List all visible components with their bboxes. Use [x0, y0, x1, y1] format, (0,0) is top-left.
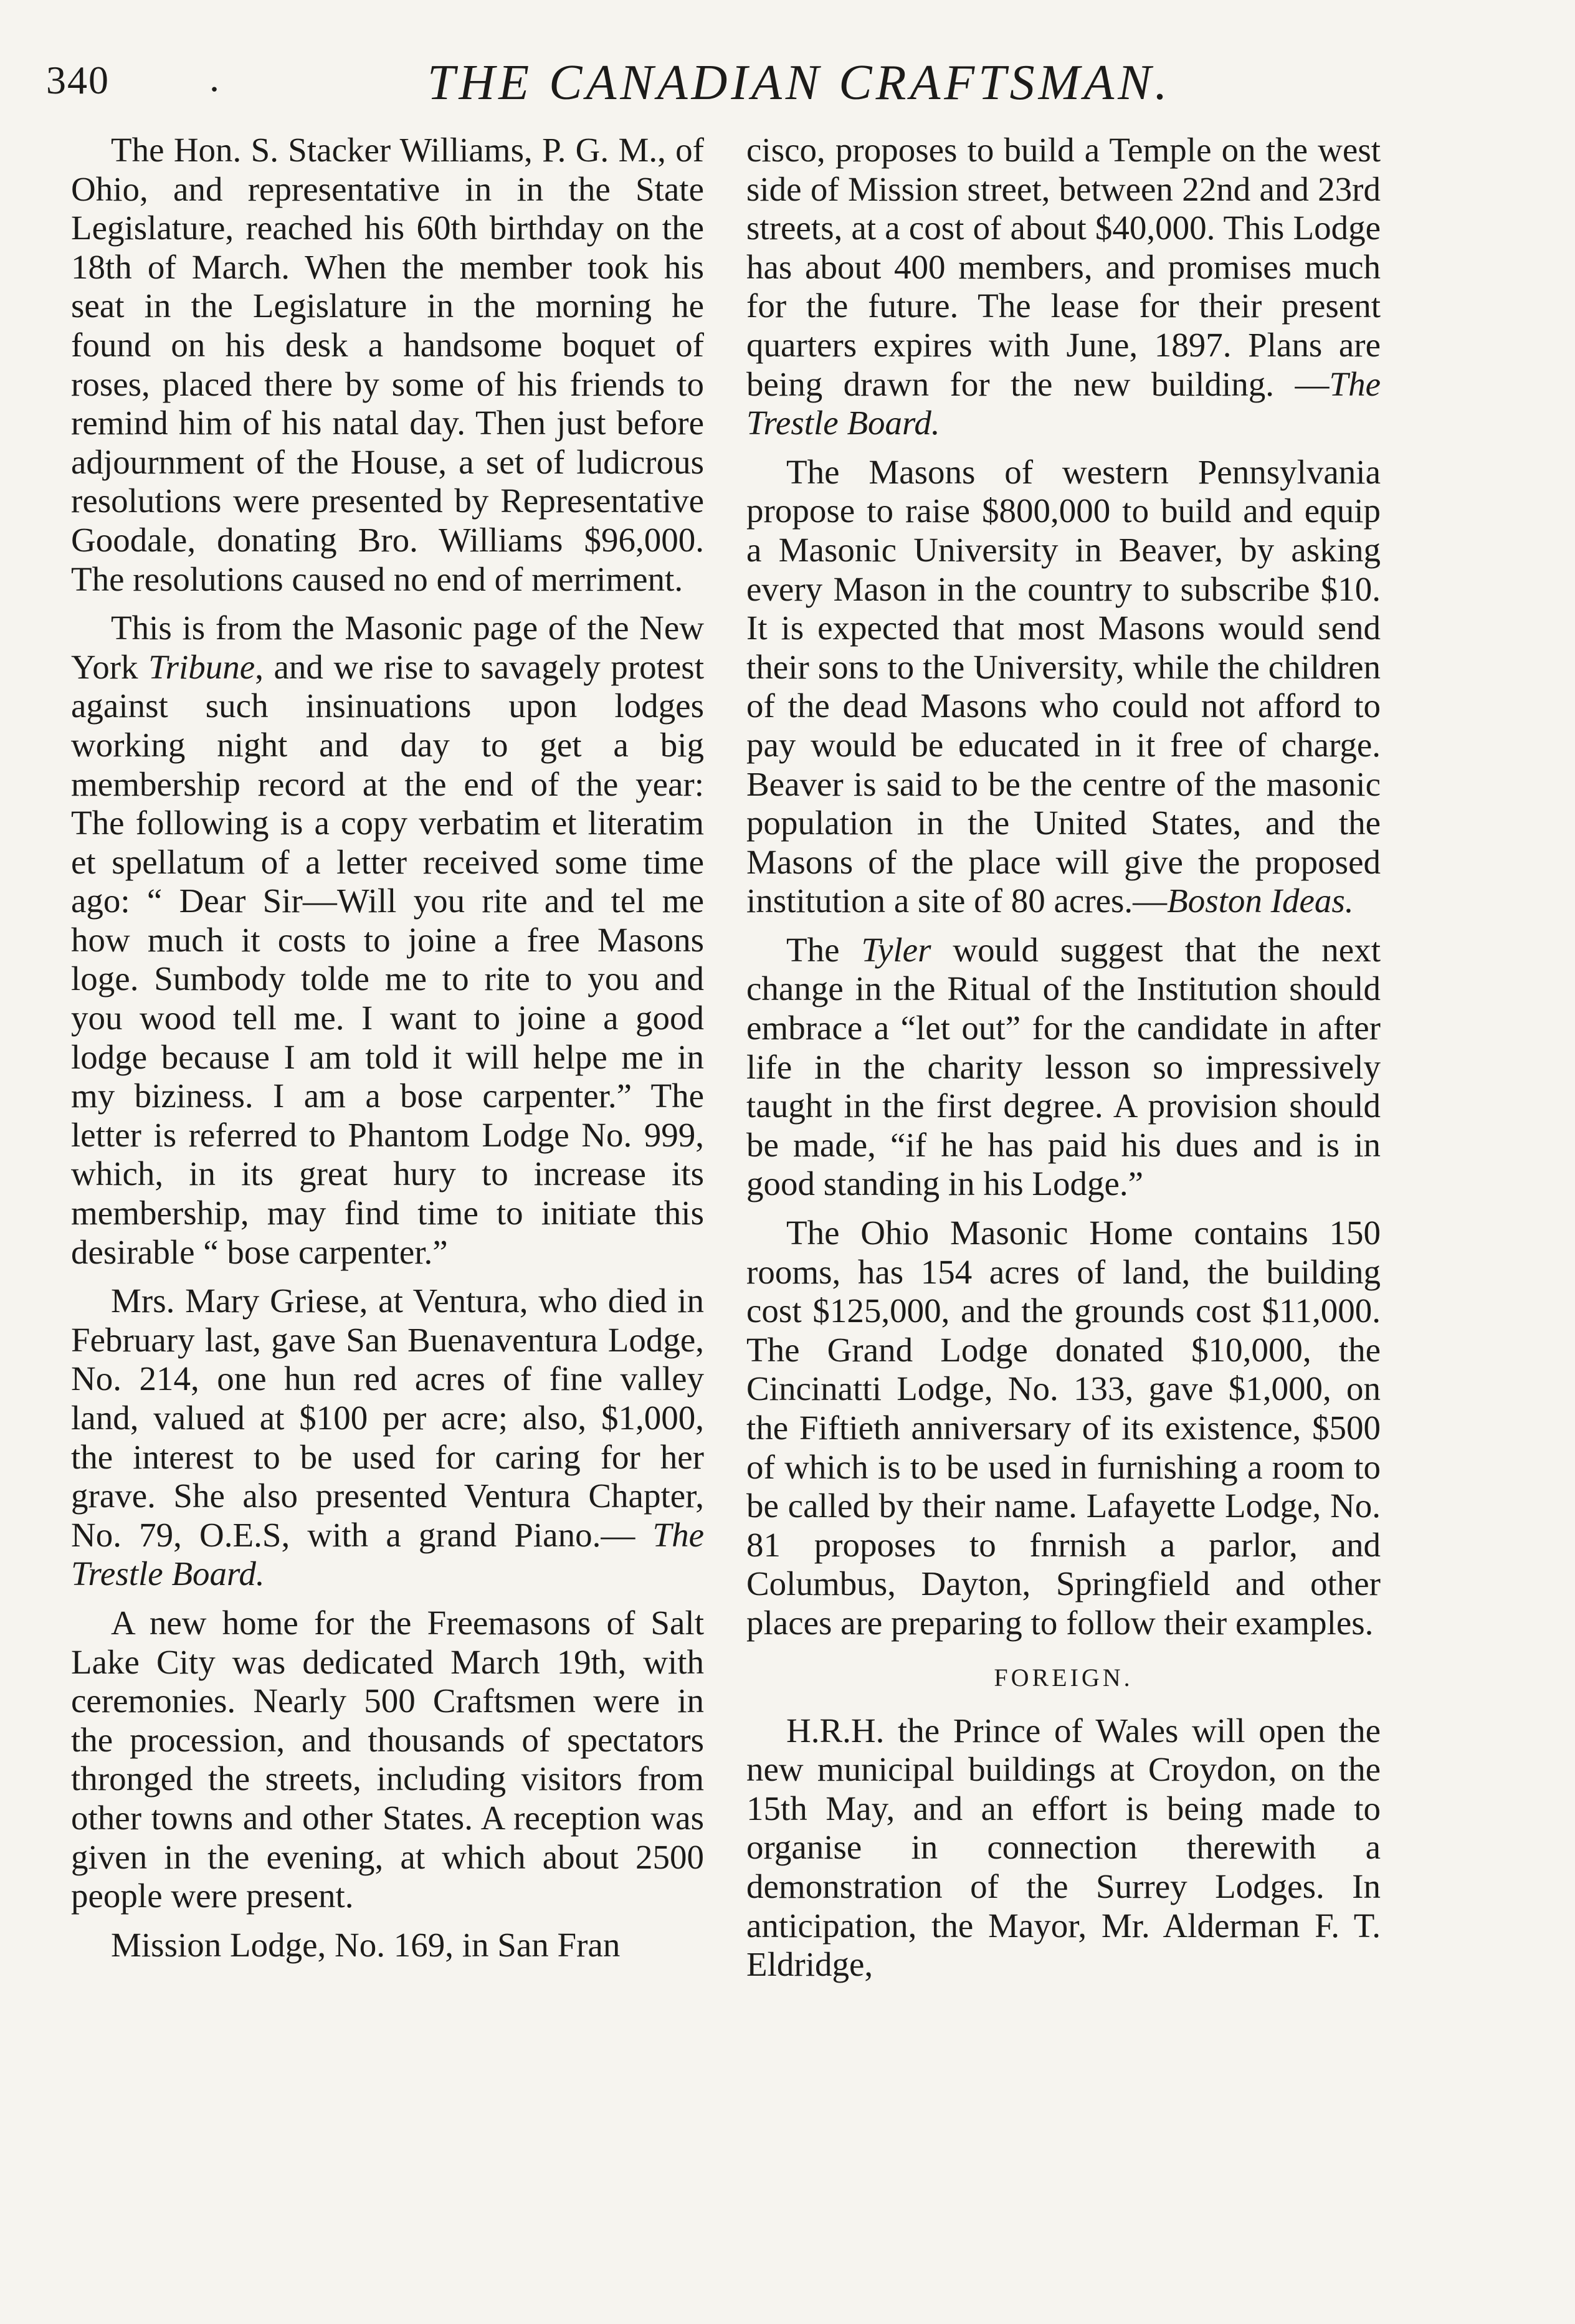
paragraph-pennsylvania-university [746, 453, 1381, 921]
text-run: The Masons of western Pennsylvania propose to raise $800,000 to build and equip a Masonic University in Beaver, by asking every Mason in the country to subscribe $10. It is expected that most Masons would send their sons to the University, while the children of the dead Masons who could not afford to pay would be educated in it free of charge. Beaver is said to be the centre of the masonic population in the United States, and the Masons of the place will give the proposed institution a site of 80 acres.— [746, 452, 1381, 920]
italic-run: The Trestle Board. [71, 1515, 704, 1593]
italic-run: Tyler [861, 930, 931, 969]
text-run: cisco, proposes to build a Temple on the west side of Mission street, between 22nd and 23rd streets, at a cost of about $40,000. This Lodge has about 400 members, and promises much for the future. The lease for their present quarters expires with June, 1897. Plans are being drawn for the new building. — [746, 131, 1381, 403]
header-separator: . [209, 55, 219, 100]
text-run: , and we rise to savagely protest against such insinuations upon lodges working night and day to get a big membership record at the end of the year: The following is a copy verbatim et literatim et spellatum of a letter received some time ago: “ Dear Sir—Will you rite and tel me how much it costs to joine a free Masons loge. Sumbody tolde me to rite to you and you wood tell me. I want to joine a good lodge because I am told it will helpe me in my biziness. I am a bose carpenter.” The letter is referred to Phantom Lodge No. 999, which, in its great hury to increase its membership, may find time to initiate this desirable “ bose carpenter.” [71, 647, 704, 1271]
page-header [46, 55, 1479, 123]
page-number: 340 [46, 58, 110, 102]
paragraph-williams-birthday: The Hon. S. Stacker Williams, P. G. M., of Ohio, and representative in in the State Legislature, reached his 60th birthday on the 18th of March. When the member took his seat in the Legislature in the morning he found on his desk a handsome boquet of roses, placed there by some of his friends to remind him of his natal day. Then just before adjournment of the House, a set of ludicrous resolutions were presented by Representative Goodale, donating Bro. Williams $96,000. The resolutions caused no end of merriment. [71, 131, 704, 598]
paragraph-griese-bequest [71, 1282, 704, 1594]
italic-run: Boston Ideas. [1167, 882, 1354, 920]
text-run: This is from the Masonic page of the New York [71, 609, 704, 686]
text-run: The [786, 930, 862, 969]
paragraph-mission-lodge-cont [746, 131, 1381, 443]
left-column [71, 131, 704, 1974]
paragraph-tyler-suggestion [746, 931, 1381, 1204]
text-run: would suggest that the next change in the Ritual of the Institution should embrace a “let out” for the candidate in after life in the charity lesson so impressively taught in the first degree. A provision should be made, “if he has paid his dues and is in good standing in his Lodge.” [746, 930, 1381, 1203]
paragraph-salt-lake-home: A new home for the Freemasons of Salt Lake City was dedicated March 19th, with ceremonies. Nearly 500 Craftsmen were in the procession, and thousands of spectators thronged the streets, including visitors from other towns and other States. A reception was given in the evening, at which about 2500 people were present. [71, 1603, 704, 1915]
paragraph-prince-of-wales: H.R.H. the Prince of Wales will open the new municipal buildings at Croydon, on the 15th May, and an effort is being made to organise in connection therewith a demonstration of the Surrey Lodges. In anticipation, the Mayor, Mr. Alderman F. T. Eldridge, [746, 1711, 1381, 1984]
paragraph-tribune-letter [71, 609, 704, 1272]
italic-run: The Trestle Board. [746, 364, 1381, 442]
text-run: Mrs. Mary Griese, at Ventura, who died in February last, gave San Buenaventura Lodge, No. 214, one hun red acres of fine valley land, valued at $100 per acre; also, $1,000, the interest to be used for caring for her grave. She also presented Ventura Chapter, No. 79, O.E.S, with a grand Piano.— [71, 1282, 704, 1554]
italic-run: Tribune [148, 647, 255, 686]
section-heading-foreign: FOREIGN. [994, 1663, 1133, 1692]
running-title: THE CANADIAN CRAFTSMAN. [427, 55, 1171, 110]
paragraph-ohio-home: The Ohio Masonic Home contains 150 rooms, has 154 acres of land, the building cost $125,000, and the grounds cost $11,000. The Grand Lodge donated $10,000, the Cincinatti Lodge, No. 133, gave $1,000, on the Fiftieth anniversary of its existence, $500 of which is to be used in furnishing a room to be called by their name. Lafayette Lodge, No. 81 proposes to fnrnish a parlor, and Columbus, Dayton, Springfield and other places are preparing to follow their examples. [746, 1214, 1381, 1642]
paragraph-mission-lodge-start: Mission Lodge, No. 169, in San Fran [111, 1925, 621, 1964]
right-column [746, 131, 1381, 1994]
